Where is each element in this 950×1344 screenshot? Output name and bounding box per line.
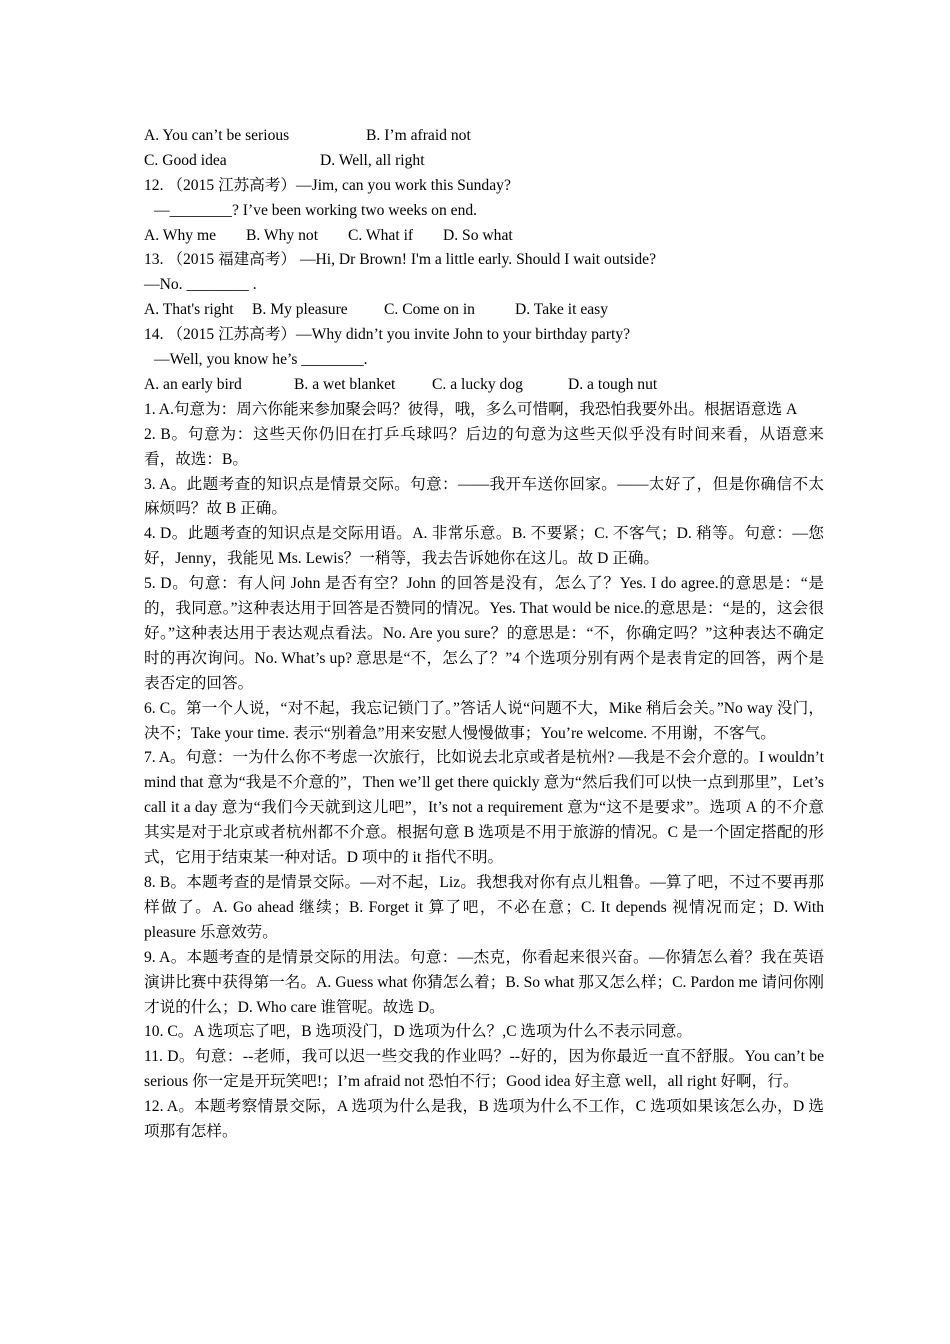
answer-5: 5. D。句意：有人问 John 是否有空？John 的回答是没有，怎么了？Yes. I do agree.的意思是：“是的，我同意。”这种表达用于回答是否赞同的情况。Yes. That would be nice.的意思是：“是的，这会很好。”这种表达用于表达观点看法。No. Are you sure？的意思是：“不，你确定吗？”这种表达不确定时的再次询问。No. What’s up? 意思是“不，怎么了？”4 个选项分别有两个是表肯定的回答，两个是表否定的回答。 xyxy=(144,575,824,692)
document-body xyxy=(144,124,824,1145)
q12-option-c: C. What if xyxy=(348,226,414,244)
q14-option-a: A. an early bird xyxy=(144,375,242,393)
q11-option-d: D. Well, all right xyxy=(320,151,425,169)
q12-option-a: A. Why me xyxy=(144,226,217,244)
q12-option-d: D. So what xyxy=(443,226,513,244)
q13-options xyxy=(144,298,824,323)
answer-7: 7. A。句意：一为什么你不考虑一次旅行，比如说去北京或者是杭州? —我是不会介意的。I wouldn’t mind that 意为“我是不介意的”，Then we’ll get there quickly 意为“然后我们可以快一点到那里”，Let’s call it a day 意为“我们今天就到这儿吧”，It’s not a requirement 意为“这不是要求”。选项 A 的不介意其实是对于北京或者杭州都不介意。根据句意 B 选项是不用于旅游的情况。C 是一个固定搭配的形式，它用于结束某一种对话。D 项中的 it 指代不明。 xyxy=(144,749,824,867)
answer-9: 9. A。本题考查的是情景交际的用法。句意：—杰克，你看起来很兴奋。—你猜怎么着？我在英语演讲比赛中获得第一名。A. Guess what 你猜怎么着；B. So what 那又怎么样；C. Pardon me 请问你刚才说的什么；D. Who care 谁管呢。故选 D。 xyxy=(144,948,824,1016)
q14-options xyxy=(144,373,824,398)
q14-option-b: B. a wet blanket xyxy=(294,375,396,393)
q13-reply: —No. ________ . xyxy=(144,276,257,294)
answer-2: 2. B。句意为：这些天你仍旧在打乒乓球吗？后边的句意为这些天似乎没有时间来看，从语意来看，故选：B。 xyxy=(144,425,824,468)
q14-stem: 14. （2015 江苏高考）—Why didn’t you invite John to your birthday party? xyxy=(144,326,631,344)
q14-option-c: C. a lucky dog xyxy=(432,375,523,393)
answer-4: 4. D。此题考查的知识点是交际用语。A. 非常乐意。B. 不要紧；C. 不客气；D. 稍等。句意：—您好，Jenny，我能见 Ms. Lewis？一稍等，我去告诉她你在这儿。故 D 正确。 xyxy=(144,525,824,568)
q13-option-d: D. Take it easy xyxy=(515,301,609,319)
answer-11: 11. D。句意：--老师，我可以迟一些交我的作业吗？--好的，因为你最近一直不舒服。You can’t be serious 你一定是开玩笑吧!；I’m afraid not 恐怕不行；Good idea 好主意 well，all right 好啊，行。 xyxy=(144,1048,824,1091)
answer-12: 12. A。本题考察情景交际，A 选项为什么是我，B 选项为什么不工作，C 选项如果该怎么办，D 选项那有怎样。 xyxy=(144,1098,824,1141)
q11-options-row-2 xyxy=(144,149,824,174)
q12-stem: 12. （2015 江苏高考）—Jim, can you work this Sunday? xyxy=(144,176,511,194)
q13-option-c: C. Come on in xyxy=(384,301,475,319)
q11-option-c: C. Good idea xyxy=(144,151,227,169)
q11-options-row-1 xyxy=(144,124,824,149)
q12-options xyxy=(144,224,824,249)
q13-option-a: A. That's right xyxy=(144,301,234,319)
q12-option-b: B. Why not xyxy=(246,226,319,244)
answer-10: 10. C。A 选项忘了吧，B 选项没门，D 选项为什么？,C 选项为什么不表示同意。 xyxy=(144,1023,692,1041)
q13-option-b: B. My pleasure xyxy=(252,301,348,319)
answer-3: 3. A。此题考查的知识点是情景交际。句意：——我开车送你回家。——太好了，但是你确信不太麻烦吗？故 B 正确。 xyxy=(144,475,824,518)
answer-8: 8. B。本题考查的是情景交际。—对不起，Liz。我想我对你有点儿粗鲁。—算了吧，不过不要再那样做了。A. Go ahead 继续；B. Forget it 算了吧，不必在意；C. It depends 视情况而定；D. With pleasure 乐意效劳。 xyxy=(144,874,824,941)
q13-stem: 13. （2015 福建高考） —Hi, Dr Brown! I'm a little early. Should I wait outside? xyxy=(144,251,656,269)
q11-option-a: A. You can’t be serious xyxy=(144,127,290,144)
q14-option-d: D. a tough nut xyxy=(568,375,658,393)
answer-1: 1. A.句意为：周六你能来参加聚会吗？彼得，哦，多么可惜啊，我恐怕我要外出。根据语意选 A xyxy=(144,400,798,418)
q11-option-b: B. I’m afraid not xyxy=(366,127,471,144)
q12-reply: —________? I’ve been working two weeks on end. xyxy=(154,201,478,219)
answer-6: 6. C。第一个人说，“对不起，我忘记锁门了。”答话人说“问题不大，Mike 稍后会关。”No way 没门，决不；Take your time. 表示“别着急”用来安慰人慢慢做事；You’re welcome. 不用谢，不客气。 xyxy=(144,699,824,742)
q14-reply: —Well, you know he’s ________. xyxy=(154,351,368,369)
